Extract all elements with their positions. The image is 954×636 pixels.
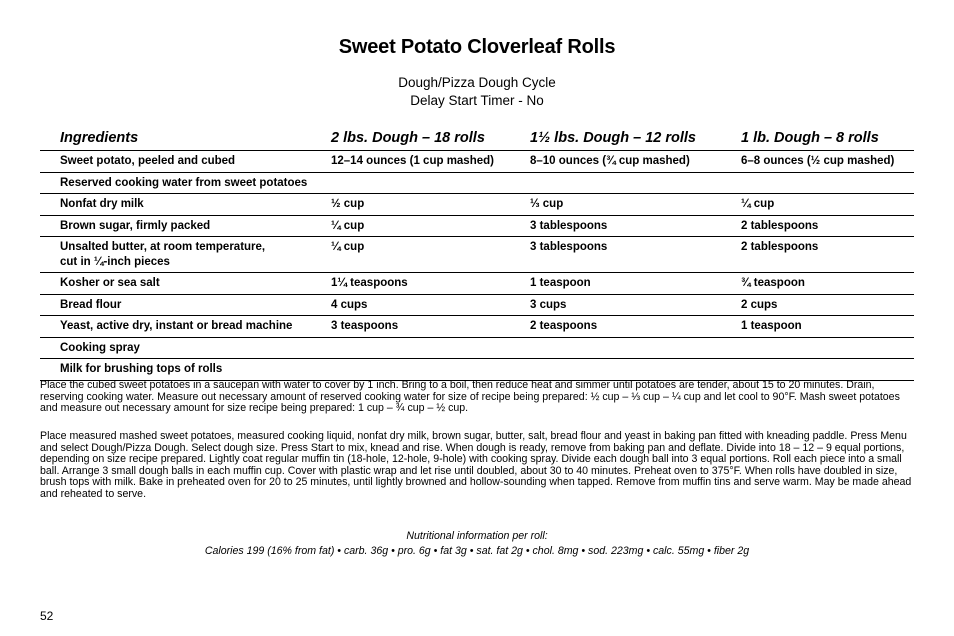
ingredient-cell: Unsalted butter, at room temperature, cut in ¼-inch pieces [60,241,266,268]
amount-1-5lb-cell: ⅓ cup [530,198,564,210]
amount-1-5lb-cell: 2 teaspoons [530,320,598,332]
amount-2lb-cell [331,341,530,356]
ingredient-cell: Reserved cooking water from sweet potatoes [60,176,308,189]
amount-1lb-cell: ¼ cup [741,198,775,210]
table-row [40,194,914,216]
amount-1lb-cell: 2 cups [741,298,778,311]
amount-2lb-cell [331,362,530,377]
amount-2lb-cell [331,176,530,191]
amount-2lb-cell: ½ cup [331,198,365,210]
table-row [40,273,914,295]
table-row [40,237,914,273]
amount-1-5lb-cell: 8–10 ounces (¾ cup mashed) [530,155,690,167]
ingredient-cell: Nonfat dry milk [60,198,144,210]
ingredient-cell: Cooking spray [60,341,140,354]
amount-2lb-cell: 4 cups [331,298,368,311]
table-row [40,173,914,195]
header-1lb: 1 lb. Dough – 8 rolls [741,130,879,146]
instructions-paragraph-1: Place the cubed sweet potatoes in a saucepan with water to cover by 1 inch. Bring to a boil, then reduce heat and simmer until potatoes are tender, about 15 to 20 minutes. Drain, reserving cooking water. Measure out necessary amount of reserved cooking water for size of recipe being prepared: ½ cup – ⅓ cup – ¼ cup and let cool to 90°F. Mash sweet potatoes and measure out necessary amount for size recipe being prepared: 1 cup – ¾ cup – ½ cup. [40,379,900,415]
delay-timer-setting: Delay Start Timer - No [410,92,544,108]
ingredient-cell: Kosher or sea salt [60,277,160,289]
table-row [40,216,914,238]
ingredient-cell: Bread flour [60,298,122,311]
amount-1-5lb-cell: 3 tablespoons [530,219,608,232]
nutrition-values: Calories 199 (16% from fat) • carb. 36g • pro. 6g • fat 3g • sat. fat 2g • chol. 8mg • sod. 223mg • calc. 55mg • fiber 2g [204,545,750,557]
ingredient-cell: Yeast, active dry, instant or bread machine [60,320,293,332]
header-1-5lb: 1½ lbs. Dough – 12 rolls [530,130,696,146]
page-title: Sweet Potato Cloverleaf Rolls [338,36,616,58]
amount-1lb-cell: 1 teaspoon [741,320,802,332]
cycle-info [0,74,954,109]
amount-1-5lb-cell: 3 cups [530,298,567,311]
table-header [40,127,914,151]
header-2lb: 2 lbs. Dough – 18 rolls [331,130,485,146]
table-row [40,316,914,338]
instructions-paragraph-2: Place measured mashed sweet potatoes, measured cooking liquid, nonfat dry milk, brown sugar, butter, salt, bread flour and yeast in baking pan fitted with kneading paddle. Press Menu and select Dough/Pizza Dough. Select dough size. Press Start to mix, knead and rise. When dough is ready, remove from baking pan and deflate. Divide into 18 – 12 – 9 equal portions, depending on size recipe prepared. Lightly coat regular muffin tin (18-hole, 12-hole, 9-hole) with cooking spray. Divide each dough ball into 3 equal portions. Roll each piece into a small ball. Arrange 3 small dough balls in each muffin cup. Cover with plastic wrap and let rise until doubled, about 30 to 40 minutes. Preheat oven to 375°F. When rolls have doubled in size, brush tops with milk. Bake in preheated oven for 20 to 25 minutes, until lightly browned and hollow-sounding when tapped. Remove from muffin tins and serve warm. May be made ahead and reheated to serve. [40,430,912,500]
ingredient-cell: Sweet potato, peeled and cubed [60,155,236,167]
cycle-setting: Dough/Pizza Dough Cycle [398,75,556,90]
table-row [40,295,914,317]
table-row [40,359,914,381]
amount-1-5lb-cell: 1 teaspoon [530,277,591,289]
amount-1lb-cell: 2 tablespoons [741,219,819,232]
amount-2lb-cell: 3 teaspoons [331,320,399,332]
amount-2lb-cell: ¼ cup [331,219,365,232]
table-body [40,151,914,381]
table-row [40,338,914,360]
header-ingredients: Ingredients [60,130,139,146]
amount-1-5lb-cell [530,341,741,356]
ingredient-cell: Milk for brushing tops of rolls [60,363,223,375]
amount-1-5lb-cell: 3 tablespoons [530,241,608,253]
amount-1-5lb-cell [530,362,741,377]
amount-1lb-cell [741,362,914,377]
table-row [40,151,914,173]
amount-1-5lb-cell [530,176,741,191]
amount-1lb-cell: 2 tablespoons [741,241,819,253]
ingredients-table [40,127,914,381]
nutrition-label: Nutritional information per roll: [406,530,548,542]
ingredient-cell: Brown sugar, firmly packed [60,219,211,232]
page-number: 52 [40,609,54,623]
amount-1lb-cell: 6–8 ounces (½ cup mashed) [741,155,895,167]
amount-1lb-cell [741,176,914,191]
amount-1lb-cell: ¾ teaspoon [741,277,805,289]
amount-2lb-cell: ¼ cup [331,241,365,253]
amount-1lb-cell [741,341,914,356]
amount-2lb-cell: 12–14 ounces (1 cup mashed) [331,155,494,167]
amount-2lb-cell: 1¼ teaspoons [331,277,408,289]
